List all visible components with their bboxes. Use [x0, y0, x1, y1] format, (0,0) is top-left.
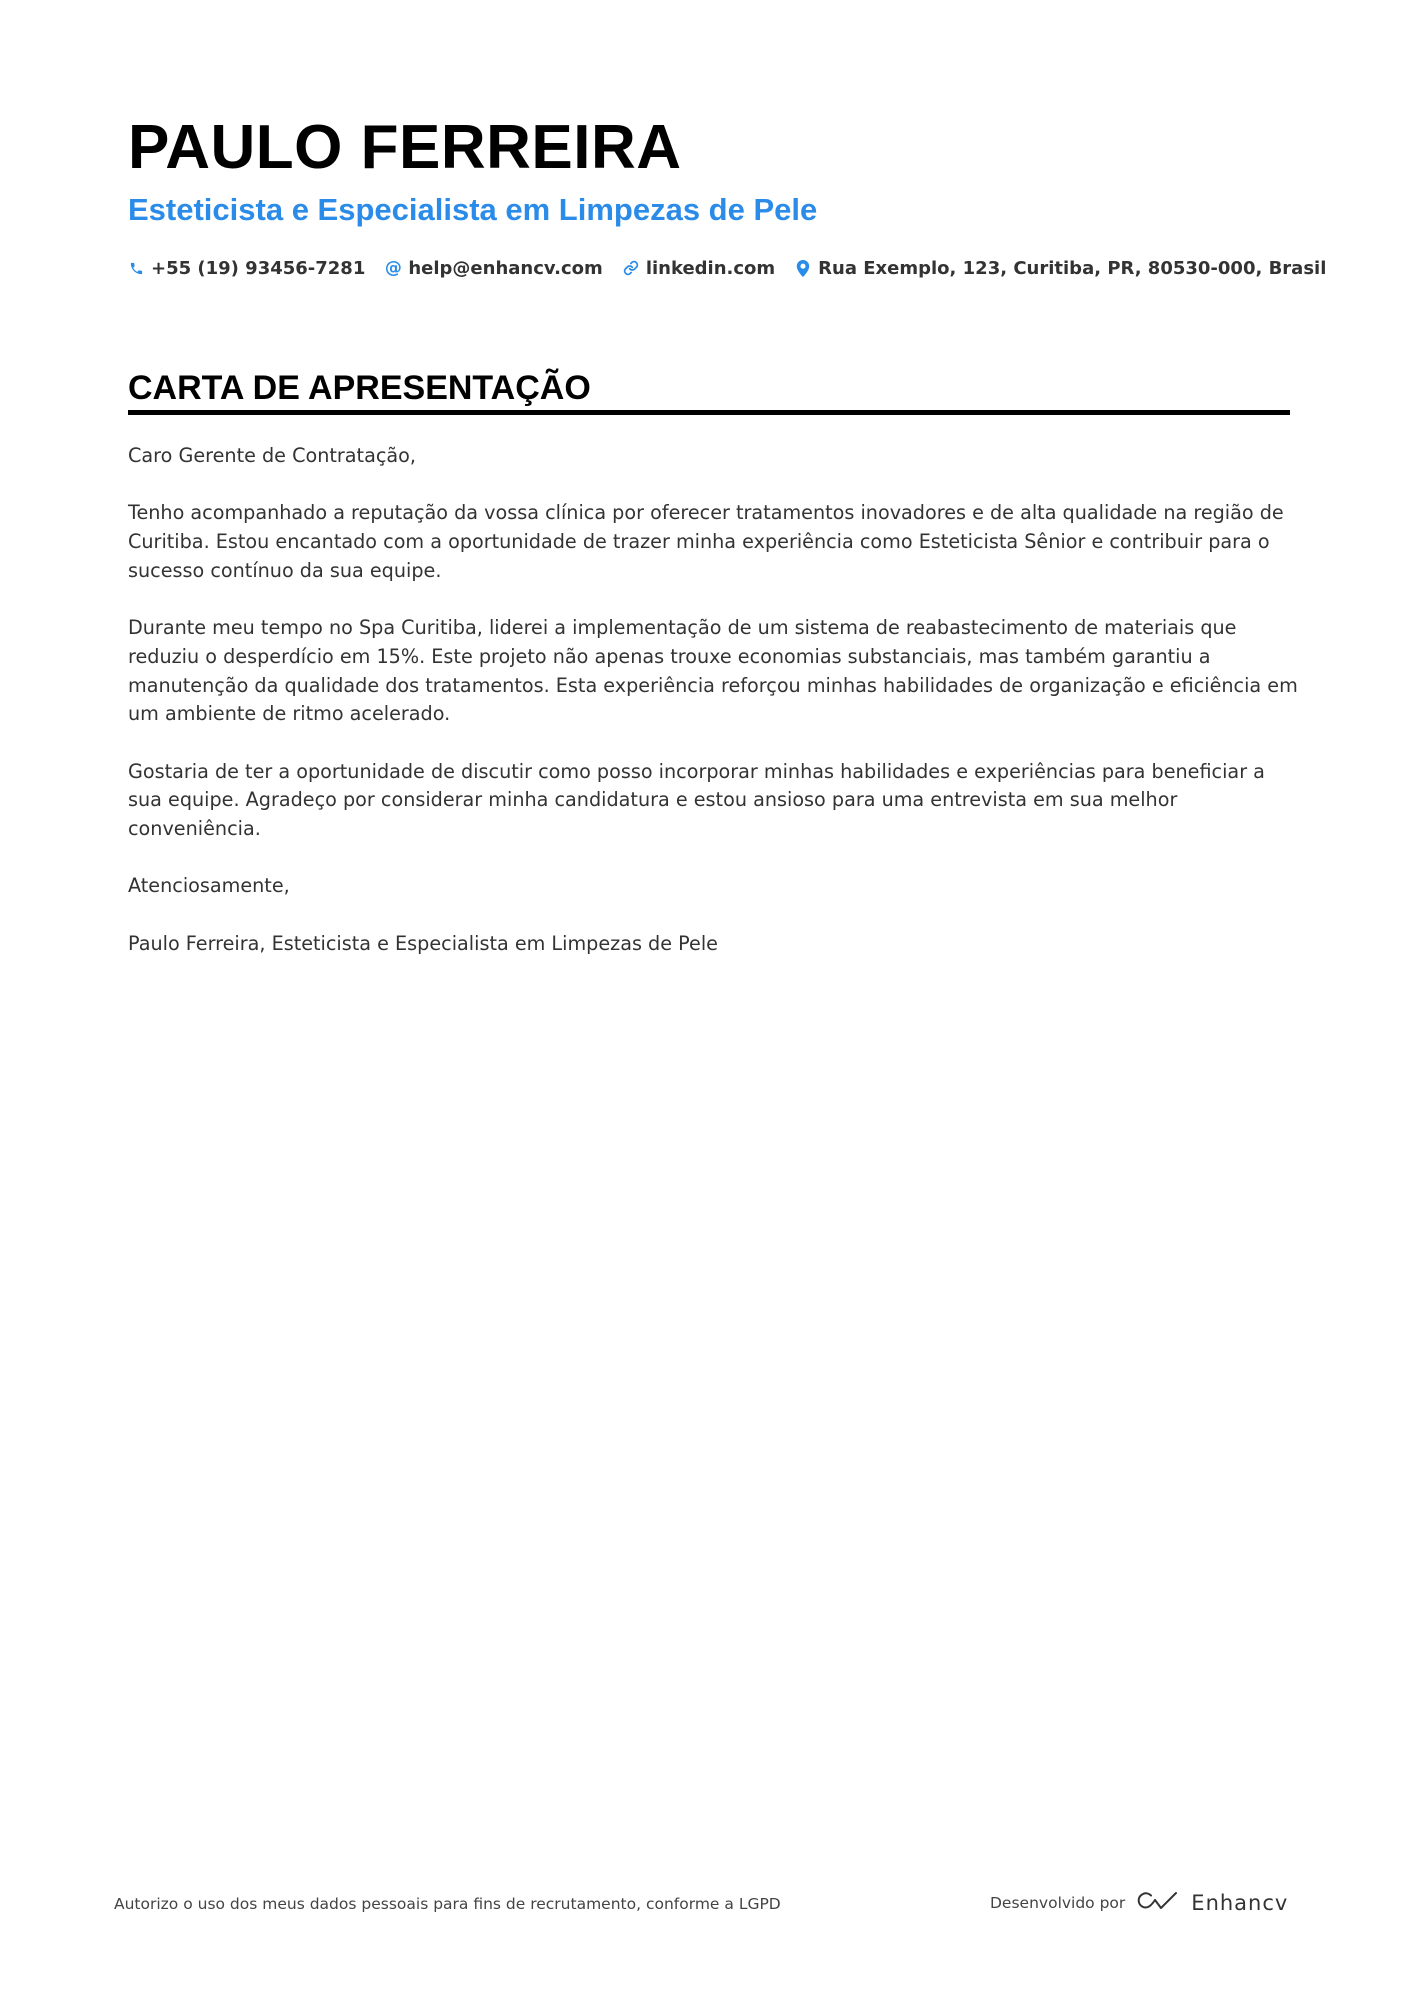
- linkedin-text: linkedin.com: [645, 257, 776, 279]
- powered-by-label: Desenvolvido por: [990, 1894, 1126, 1912]
- contact-bar: [128, 254, 1326, 282]
- letter-paragraph: Tenho acompanhado a reputação da vossa clínica por oferecer tratamentos inovadores e de alta qualidade na região de Curitiba. Estou encantado com a oportunidade de trazer minha experiência como Esteticista Sênior e contribuir para o sucesso contínuo da sua equipe.: [128, 501, 1284, 582]
- contact-email[interactable]: [385, 258, 602, 279]
- section-divider: [128, 410, 1290, 415]
- footer-brand[interactable]: [990, 1886, 1288, 1920]
- candidate-title: Esteticista e Especialista em Limpezas de Pele: [128, 192, 818, 227]
- candidate-name: PAULO FERREIRA: [128, 113, 682, 182]
- contact-linkedin[interactable]: [623, 258, 775, 279]
- letter-greeting: Caro Gerente de Contratação,: [128, 444, 416, 467]
- phone-icon: [128, 260, 144, 276]
- enhancv-logo-icon: [1135, 1889, 1181, 1917]
- location-pin-icon: [795, 260, 811, 276]
- at-icon: @: [384, 258, 402, 278]
- letter-paragraph: Gostaria de ter a oportunidade de discutir como posso incorporar minhas habilidades e experiências para beneficiar a sua equipe. Agradeço por considerar minha candidatura e estou ansioso para uma entrevista em sua melhor conveniência.: [128, 759, 1265, 841]
- link-icon: [623, 260, 639, 276]
- section-title: CARTA DE APRESENTAÇÃO: [128, 369, 591, 407]
- letter-closing: Atenciosamente,: [128, 874, 290, 898]
- letter-paragraph: Durante meu tempo no Spa Curitiba, liderei a implementação de um sistema de reabastecimento de materiais que reduziu o desperdício em 15%. Este projeto não apenas trouxe economias substanciais, mas também garantiu a manutenção da qualidade dos tratamentos. Esta experiência reforçou minhas habilidades de organização e eficiência em um ambiente de ritmo acelerado.: [128, 616, 1298, 726]
- contact-address: [795, 258, 1326, 279]
- phone-text: +55 (19) 93456-7281: [151, 257, 366, 279]
- address-text: Rua Exemplo, 123, Curitiba, PR, 80530-000, Brasil: [818, 257, 1327, 279]
- contact-phone[interactable]: [128, 258, 365, 279]
- footer-consent: Autorizo o uso dos meus dados pessoais para fins de recrutamento, conforme a LGPD: [114, 1895, 781, 1913]
- brand-name: Enhancv: [1191, 1891, 1289, 1915]
- letter-body: [128, 442, 1298, 987]
- email-text: help@enhancv.com: [408, 257, 603, 279]
- letter-signature: Paulo Ferreira, Esteticista e Especialista em Limpezas de Pele: [128, 931, 718, 955]
